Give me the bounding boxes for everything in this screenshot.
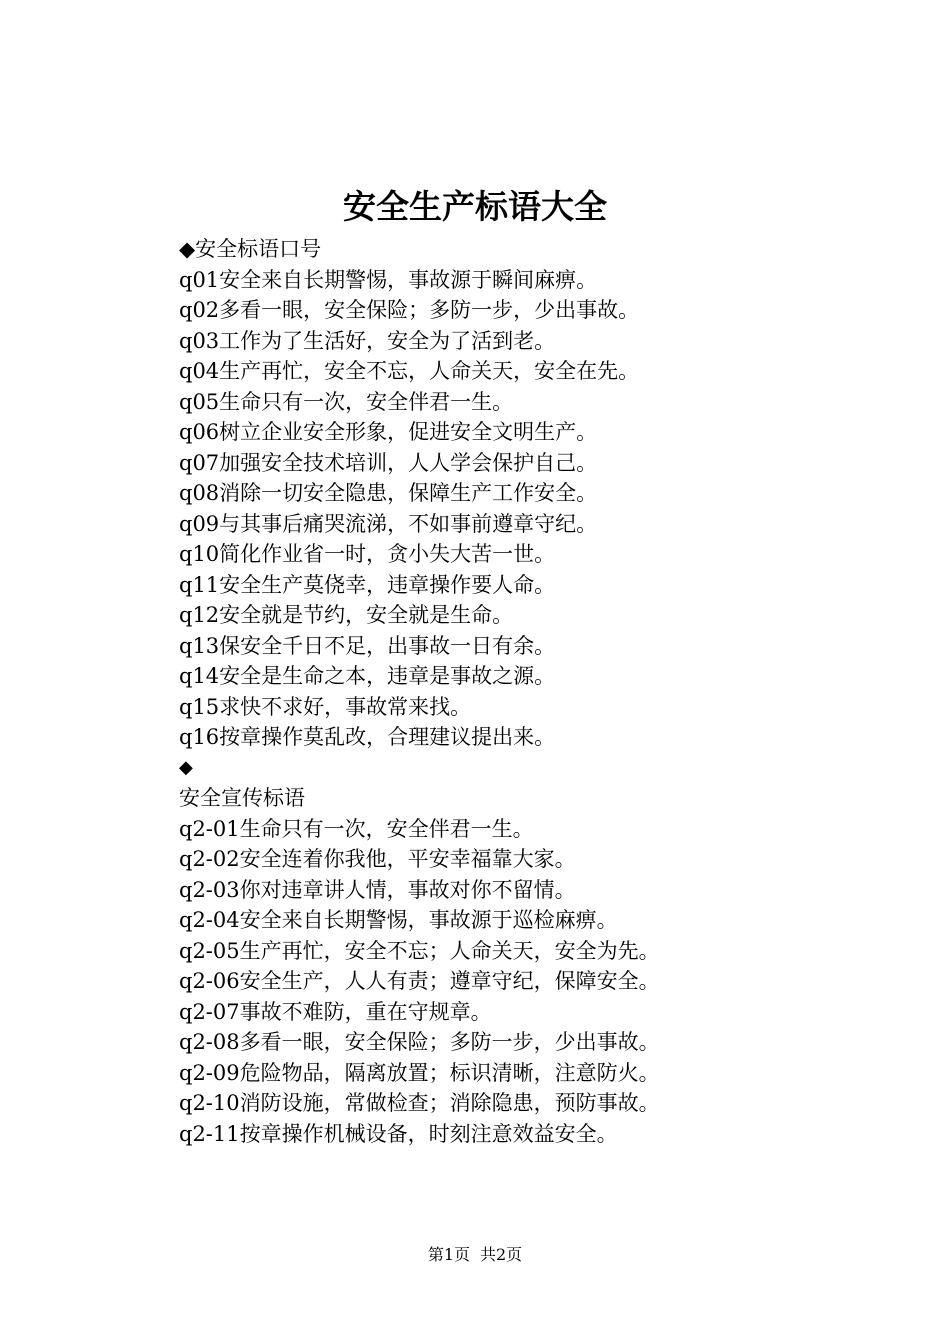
item-code: q09 <box>179 511 220 536</box>
item-text: 你对违章讲人情，事故对你不留情。 <box>239 877 576 902</box>
item-code: q07 <box>179 450 220 475</box>
item-text: 工作为了生活好，安全为了活到老。 <box>219 328 556 353</box>
item-text: 加强安全技术培训，人人学会保护自己。 <box>219 450 598 475</box>
list-item <box>179 631 879 662</box>
list-item <box>179 326 879 357</box>
item-text: 保安全千日不足，出事故一日有余。 <box>219 633 556 658</box>
item-text: 消防设施，常做检查；消除隐患，预防事故。 <box>239 1091 660 1115</box>
page-footer <box>0 1240 950 1270</box>
list-item <box>179 875 879 906</box>
item-text: 多看一眼，安全保险；多防一步，少出事故。 <box>239 1030 660 1054</box>
list-item <box>179 1088 879 1119</box>
item-code: q12 <box>179 603 220 627</box>
item-code: q11 <box>179 572 220 597</box>
item-text: 简化作业省一时，贪小失大苦一世。 <box>219 542 556 566</box>
item-text: 安全是生命之本，违章是事故之源。 <box>219 664 556 688</box>
list-item <box>179 905 879 936</box>
item-text: 安全来自长期警惕，事故源于巡检麻痹。 <box>239 908 618 932</box>
page-title: 安全生产标语大全 <box>343 187 607 226</box>
list-item <box>179 387 879 418</box>
item-code: q02 <box>179 298 220 322</box>
item-text: 生产再忙，安全不忘；人命关天，安全为先。 <box>239 938 660 963</box>
diamond-marker: ◆ <box>179 756 193 778</box>
list-item <box>179 570 879 601</box>
page-number-current: 第1页 <box>427 1245 470 1264</box>
page-number-total: 共2页 <box>480 1245 523 1264</box>
list-item <box>179 478 879 509</box>
list-item <box>179 265 879 296</box>
list-item <box>179 997 879 1028</box>
item-text: 多看一眼，安全保险；多防一步，少出事故。 <box>219 298 640 322</box>
item-code: q2-10 <box>179 1091 240 1115</box>
section-heading-publicity: 安全宣传标语 <box>179 786 305 810</box>
list-item <box>179 509 879 540</box>
item-code: q16 <box>179 725 220 749</box>
list-item <box>179 966 879 997</box>
item-text: 按章操作莫乱改，合理建议提出来。 <box>219 725 556 749</box>
item-code: q2-01 <box>179 816 240 841</box>
item-code: q14 <box>179 664 220 688</box>
document-body <box>179 234 879 1149</box>
list-item <box>179 692 879 723</box>
item-code: q2-03 <box>179 877 240 902</box>
list-item <box>179 722 879 753</box>
item-text: 生命只有一次，安全伴君一生。 <box>219 389 514 414</box>
item-text: 树立企业安全形象，促进安全文明生产。 <box>219 420 598 444</box>
item-code: q15 <box>179 694 220 719</box>
item-text: 危险物品，隔离放置；标识清晰，注意防火。 <box>239 1060 660 1085</box>
item-text: 安全生产莫侥幸，违章操作要人命。 <box>219 572 556 597</box>
list-item <box>179 600 879 631</box>
list-item <box>179 356 879 387</box>
list-item <box>179 814 879 845</box>
item-text: 安全就是节约，安全就是生命。 <box>219 603 514 627</box>
item-code: q2-02 <box>179 847 240 871</box>
list-item <box>179 295 879 326</box>
item-code: q2-08 <box>179 1030 240 1054</box>
item-text: 与其事后痛哭流涕，不如事前遵章守纪。 <box>219 511 598 536</box>
list-item <box>179 936 879 967</box>
item-code: q2-04 <box>179 908 240 932</box>
item-code: q08 <box>179 481 220 505</box>
item-code: q04 <box>179 359 220 383</box>
item-text: 事故不难防，重在守规章。 <box>239 999 492 1024</box>
item-code: q2-09 <box>179 1060 240 1085</box>
item-code: q10 <box>179 542 220 566</box>
slogan-list-1 <box>179 265 879 753</box>
item-text: 安全连着你我他，平安幸福靠大家。 <box>239 847 576 871</box>
list-item <box>179 1119 879 1150</box>
item-text: 生命只有一次，安全伴君一生。 <box>239 816 534 841</box>
list-item <box>179 1027 879 1058</box>
item-code: q01 <box>179 267 220 292</box>
item-text: 安全来自长期警惕，事故源于瞬间麻痹。 <box>219 267 598 292</box>
list-item <box>179 1058 879 1089</box>
item-text: 生产再忙，安全不忘，人命关天，安全在先。 <box>219 359 640 383</box>
item-text: 按章操作机械设备，时刻注意效益安全。 <box>239 1121 618 1146</box>
item-code: q03 <box>179 328 220 353</box>
list-item <box>179 661 879 692</box>
item-code: q05 <box>179 389 220 414</box>
item-text: 求快不求好，事故常来找。 <box>219 694 472 719</box>
item-code: q2-11 <box>179 1121 240 1146</box>
item-text: 消除一切安全隐患，保障生产工作安全。 <box>219 481 598 505</box>
list-item <box>179 448 879 479</box>
item-code: q2-06 <box>179 969 240 993</box>
item-text: 安全生产，人人有责；遵章守纪，保障安全。 <box>239 969 660 993</box>
item-code: q13 <box>179 633 220 658</box>
list-item <box>179 844 879 875</box>
item-code: q2-07 <box>179 999 240 1024</box>
item-code: q06 <box>179 420 220 444</box>
slogan-list-2 <box>179 814 879 1150</box>
item-code: q2-05 <box>179 938 240 963</box>
list-item <box>179 539 879 570</box>
list-item <box>179 417 879 448</box>
section-heading-slogans: ◆安全标语口号 <box>179 237 322 261</box>
